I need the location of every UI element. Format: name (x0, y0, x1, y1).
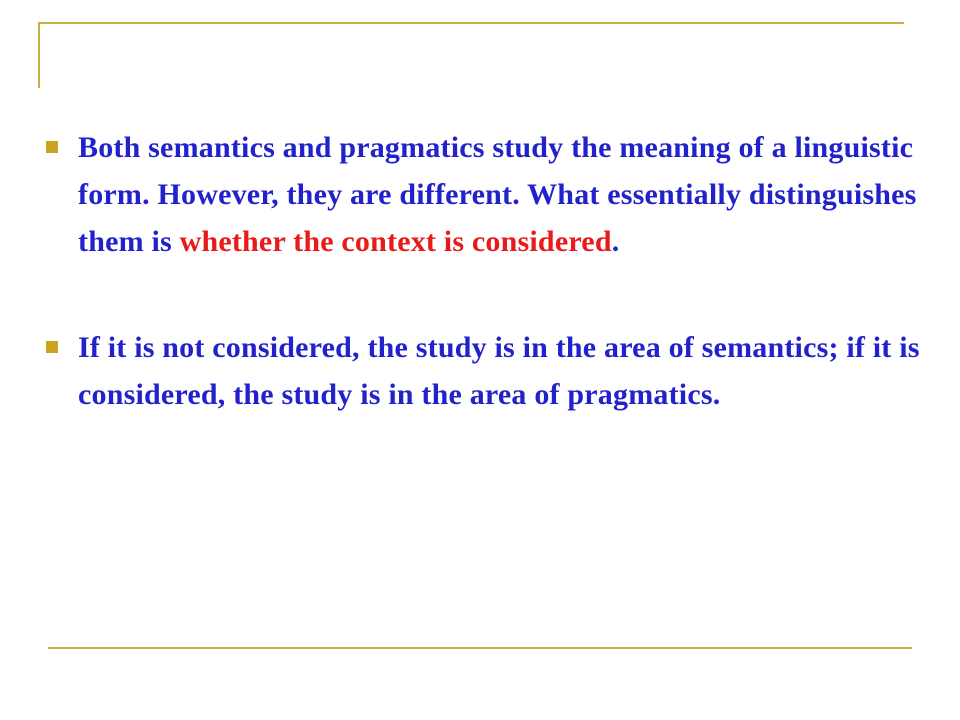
square-bullet-icon (46, 141, 58, 153)
highlighted-text: whether the context is considered (179, 225, 612, 258)
bullet-text-end: . (611, 225, 620, 258)
bullet-item-1 (44, 124, 944, 265)
square-bullet-icon (46, 341, 58, 353)
bullet-item-2 (44, 324, 944, 418)
frame-left-line (38, 22, 40, 88)
bullet-text: If it is not considered, the study is in the area of semantics; if it is considered, the study is in the area of pragmatics. (78, 331, 920, 411)
bullet-text: Both semantics and pragmatics study the meaning of a linguistic form. However, they are different. What essentially distinguishes them is (78, 131, 917, 258)
frame-top-line (38, 22, 904, 24)
slide-body (44, 124, 944, 418)
frame-bottom-line (48, 647, 912, 649)
